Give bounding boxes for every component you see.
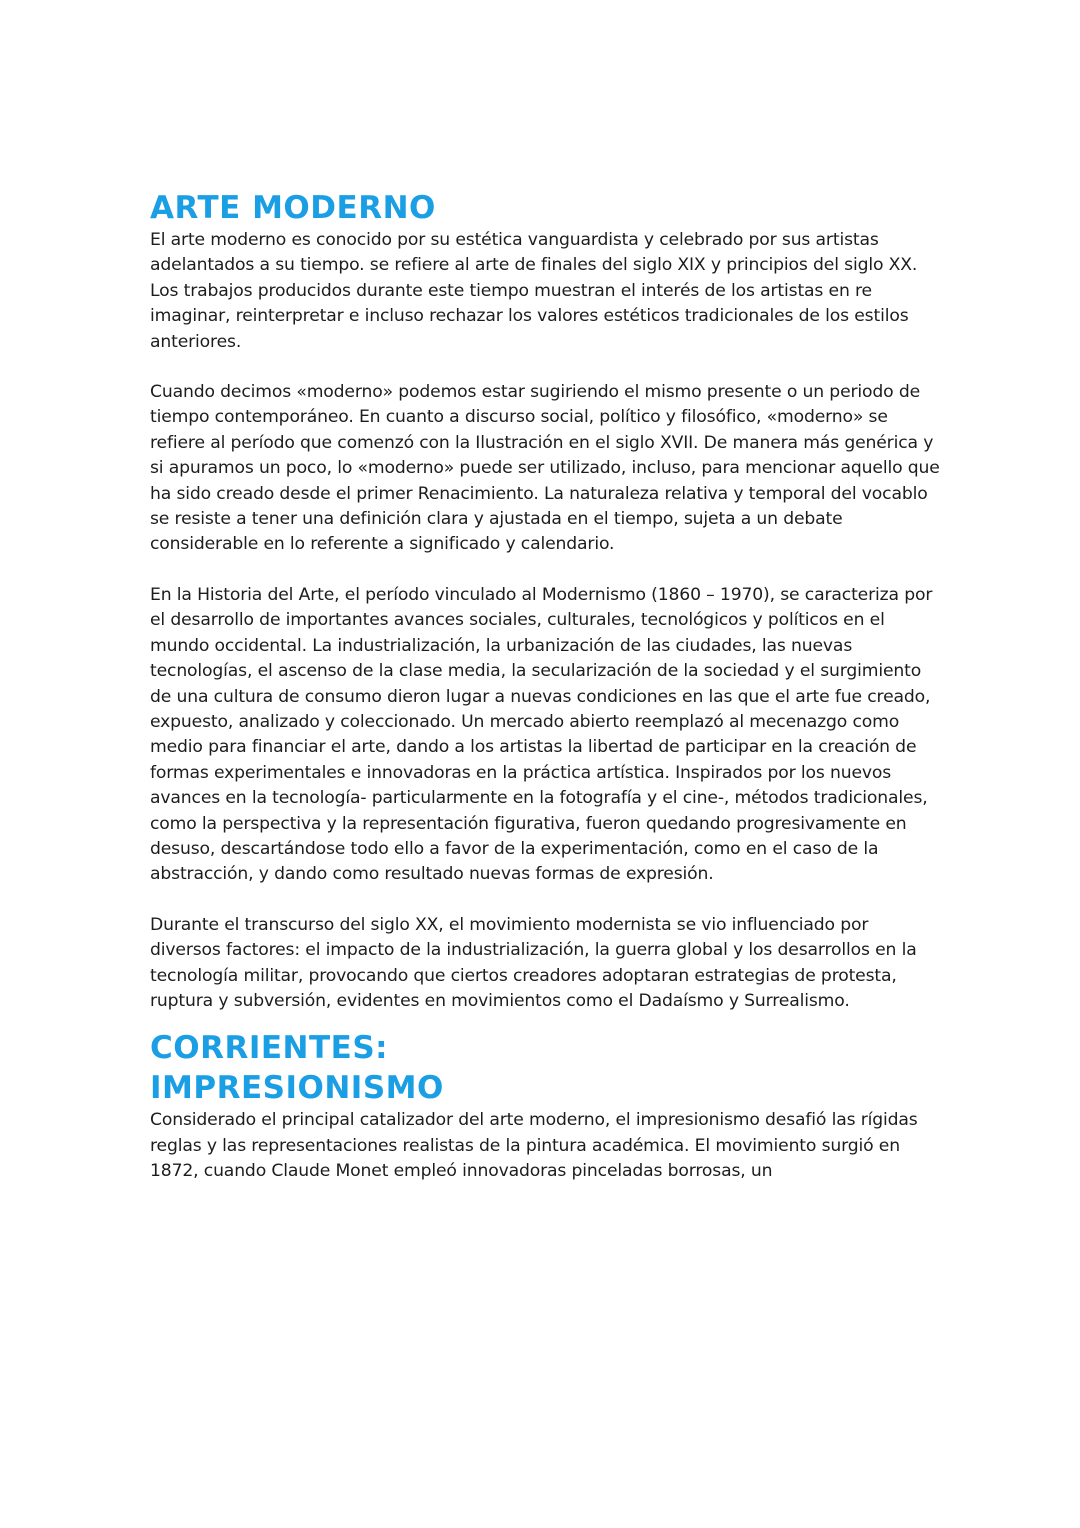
paragraph-intro: El arte moderno es conocido por su estética vanguardista y celebrado por sus artistas adelantados a su tiempo. se refiere al arte de finales del siglo XIX y principios del siglo XX. Los trabajos producidos durante este tiempo muestran el interés de los artistas en re imaginar, reinterpretar e incluso rechazar los valores estéticos tradicionales de los estilos anteriores. [150,230,918,352]
paragraph-historia: En la Historia del Arte, el período vinculado al Modernismo (1860 – 1970), se caracteriza por el desarrollo de importantes avances sociales, culturales, tecnológicos y políticos en el mundo occidental. La industrialización, la urbanización de las ciudades, las nuevas tecnologías, el ascenso de la clase media, la secularización de la sociedad y el surgimiento de una cultura de consumo dieron lugar a nuevas condiciones en las que el arte fue creado, expuesto, analizado y coleccionado. Un mercado abierto reemplazó al mecenazgo como medio para financiar el arte, dando a los artistas la libertad de participar en la creación de formas experimentales e innovadoras en la práctica artística. Inspirados por los nuevos avances en la tecnología- particularmente en la fotografía y el cine-, métodos tradicionales, como la perspectiva y la representación figurativa, fueron quedando progresivamente en desuso, descartándose todo ello a favor de la experimentación, como en el caso de la abstracción, y dando como resultado nuevas formas de expresión. [150,584,933,885]
paragraph-moderno: Cuando decimos «moderno» podemos estar sugiriendo el mismo presente o un periodo de tiempo contemporáneo. En cuanto a discurso social, político y filosófico, «moderno» se refiere al período que comenzó con la Ilustración en el siglo XVII. De manera más genérica y si apuramos un poco, lo «moderno» puede ser utilizado, incluso, para mencionar aquello que ha sido creado desde el primer Renacimiento. La naturaleza relativa y temporal del vocablo se resiste a tener una definición clara y ajustada en el tiempo, sujeta a un debate considerable en lo referente a significado y calendario. [150,382,940,555]
paragraph-gap [150,558,940,583]
paragraph-siglo-xx: Durante el transcurso del siglo XX, el movimiento modernista se vio influenciado por diversos factores: el impacto de la industrialización, la guerra global y los desarrollos en la tecnología militar, provocando que ciertos creadores adoptaran estrategias de protesta, ruptura y subversión, evidentes en movimientos como el Dadaísmo y Surrealismo. [150,914,917,1011]
heading-line: ARTE MODERNO [150,190,436,226]
paragraph-impresionismo: Considerado el principal catalizador del arte moderno, el impresionismo desafió las rígidas reglas y las representaciones realistas de la pintura académica. El movimiento surgió en 1872, cuando Claude Monet empleó innovadoras pinceladas borrosas, un [150,1110,918,1182]
heading-line: IMPRESIONISMO [150,1070,444,1107]
document-page [150,188,940,1185]
paragraph-gap [150,888,940,913]
section-heading-arte-moderno [150,188,940,228]
heading-line: CORRIENTES: [150,1030,389,1067]
section-heading-corrientes [150,1028,940,1108]
paragraph-gap [150,355,940,380]
